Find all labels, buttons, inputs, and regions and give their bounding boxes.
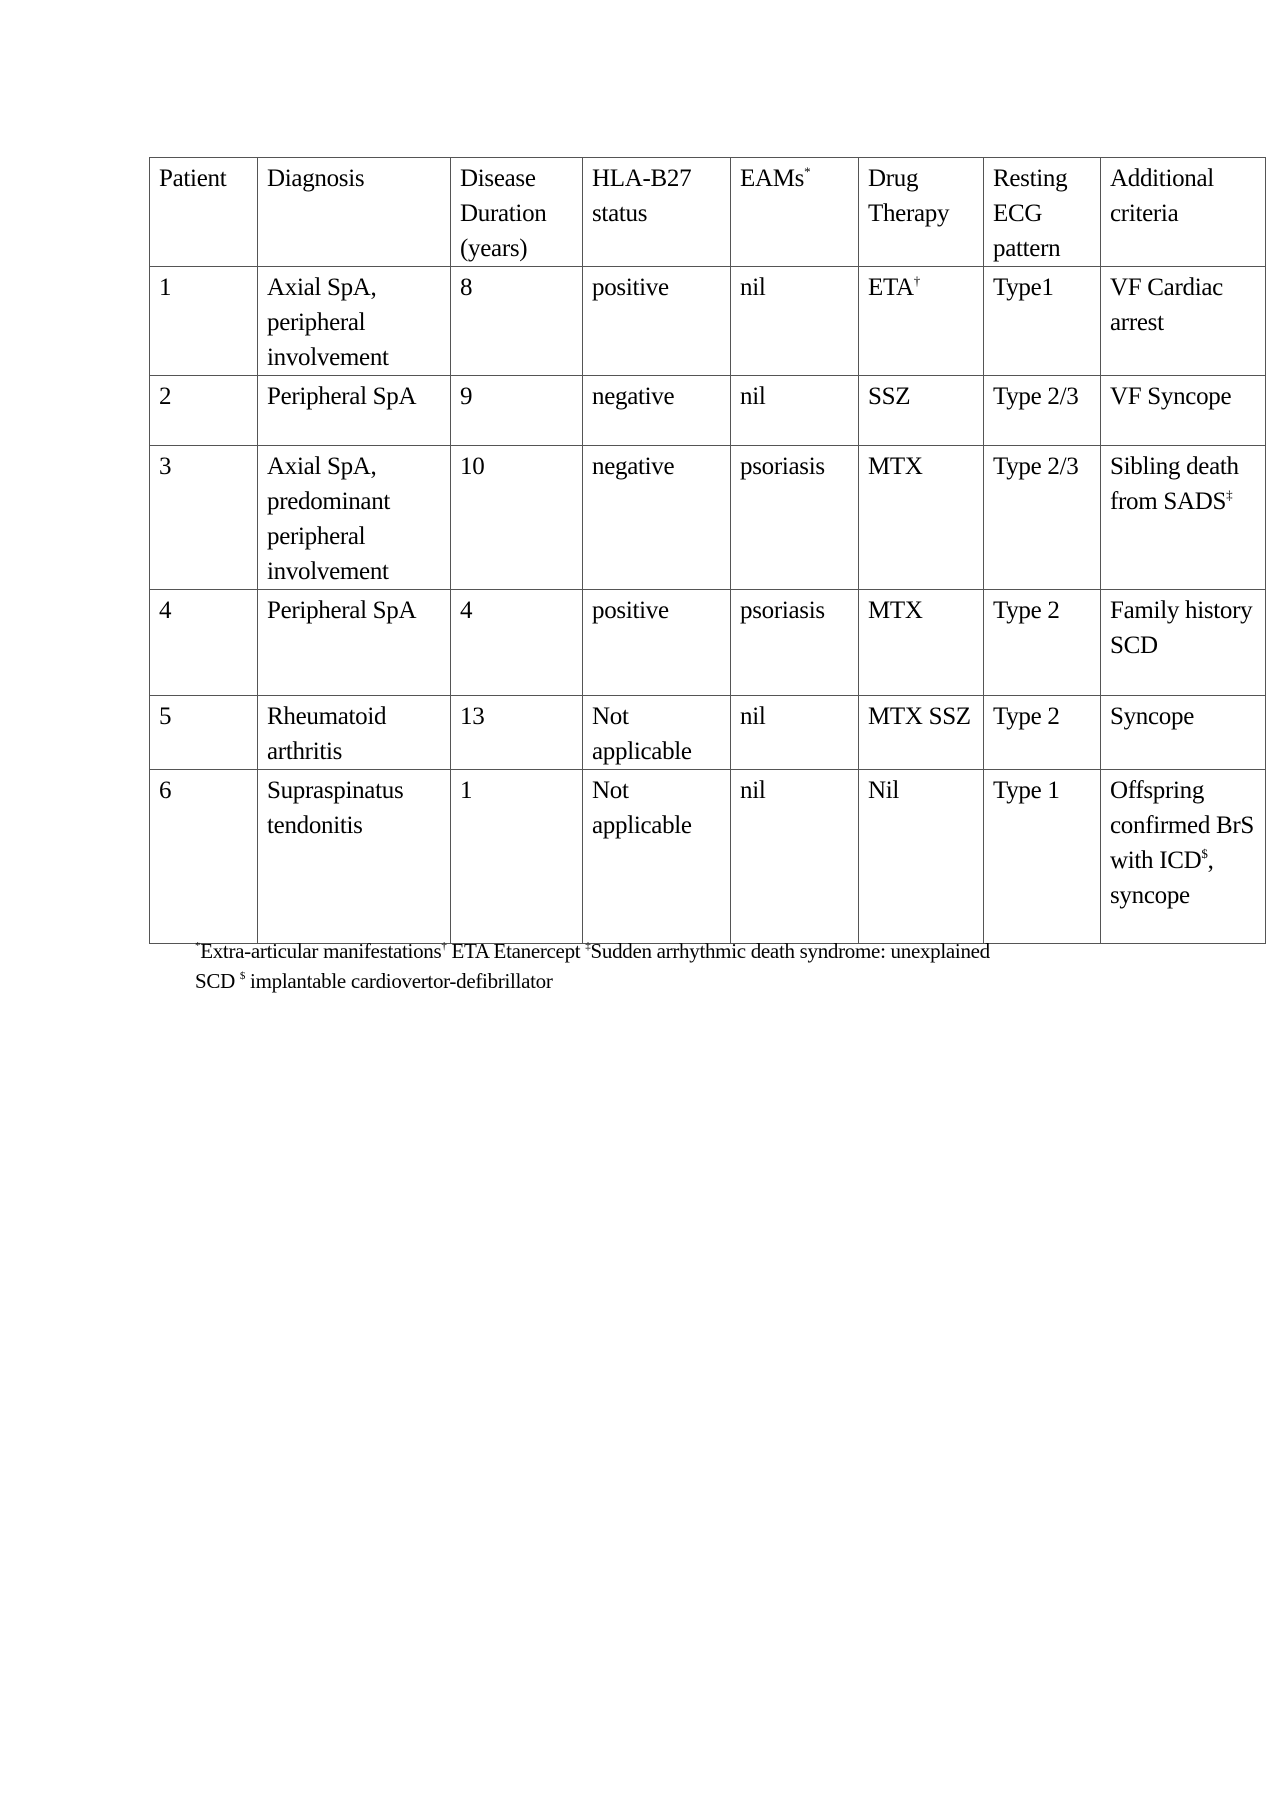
text: Patient <box>159 165 227 192</box>
text: ETA Etanercept <box>446 939 586 963</box>
text: 10 <box>460 453 485 480</box>
header-criteria <box>1101 158 1266 267</box>
text: $ <box>239 970 246 982</box>
cell-duration <box>451 696 583 770</box>
cell-hla <box>583 267 731 376</box>
text: MTX <box>868 453 923 480</box>
cell-drug <box>859 696 984 770</box>
text: † <box>441 940 447 952</box>
text: $ <box>1201 846 1208 861</box>
text: Axial SpA, predominant peripheral involvement <box>267 453 391 585</box>
cell-hla <box>583 770 731 944</box>
cell-eams <box>731 446 859 590</box>
header-ecg <box>984 158 1101 267</box>
cell-duration <box>451 590 583 696</box>
text: positive <box>592 274 669 301</box>
header-hla <box>583 158 731 267</box>
cell-ecg <box>984 696 1101 770</box>
text: Sibling death from SADS <box>1110 453 1239 515</box>
text: 1 <box>460 777 473 804</box>
cell-hla <box>583 446 731 590</box>
cell-patient <box>150 446 258 590</box>
cell-diagnosis <box>258 696 451 770</box>
text: Drug Therapy <box>868 165 950 227</box>
table-row <box>150 696 1266 770</box>
cell-diagnosis <box>258 770 451 944</box>
cell-drug <box>859 267 984 376</box>
text: 4 <box>460 597 473 624</box>
text: negative <box>592 453 675 480</box>
header-drug <box>859 158 984 267</box>
text: MTX <box>868 597 923 624</box>
text: Resting ECG pattern <box>993 165 1068 262</box>
text: * <box>195 940 201 952</box>
text: 3 <box>159 453 172 480</box>
text: ‡ <box>585 940 591 952</box>
text: psoriasis <box>740 597 825 624</box>
text: VF Syncope <box>1110 383 1232 410</box>
text: Type 1 <box>993 777 1060 804</box>
cell-patient <box>150 770 258 944</box>
text: Nil <box>868 777 900 804</box>
text: nil <box>740 703 766 730</box>
text: , syncope <box>1110 847 1214 909</box>
text: Type1 <box>993 274 1054 301</box>
text: Type 2 <box>993 597 1060 624</box>
text: 5 <box>159 703 172 730</box>
text: Additional criteria <box>1110 165 1214 227</box>
patient-table <box>149 157 1266 944</box>
text: Peripheral SpA <box>267 597 417 624</box>
cell-diagnosis <box>258 376 451 446</box>
text: psoriasis <box>740 453 825 480</box>
text: Rheumatoid arthritis <box>267 703 387 765</box>
text: MTX SSZ <box>868 703 971 730</box>
text: † <box>913 273 920 288</box>
cell-patient <box>150 590 258 696</box>
cell-drug <box>859 590 984 696</box>
header-duration <box>451 158 583 267</box>
text: ‡ <box>1226 487 1233 502</box>
text: Disease Duration (years) <box>460 165 547 262</box>
text: Axial SpA, peripheral involvement <box>267 274 389 371</box>
cell-criteria <box>1101 590 1266 696</box>
cell-patient <box>150 267 258 376</box>
text: VF Cardiac arrest <box>1110 274 1223 336</box>
cell-hla <box>583 376 731 446</box>
text: Diagnosis <box>267 165 365 192</box>
text: Supraspinatus tendonitis <box>267 777 404 839</box>
cell-duration <box>451 446 583 590</box>
cell-ecg <box>984 590 1101 696</box>
text: 9 <box>460 383 473 410</box>
text: Peripheral SpA <box>267 383 417 410</box>
text: Not applicable <box>592 777 692 839</box>
table-row <box>150 590 1266 696</box>
text: Family history SCD <box>1110 597 1253 659</box>
text: HLA-B27 status <box>592 165 692 227</box>
cell-diagnosis <box>258 446 451 590</box>
cell-criteria <box>1101 446 1266 590</box>
table-row <box>150 376 1266 446</box>
text: nil <box>740 383 766 410</box>
cell-patient <box>150 376 258 446</box>
cell-eams <box>731 590 859 696</box>
cell-ecg <box>984 770 1101 944</box>
cell-eams <box>731 267 859 376</box>
cell-duration <box>451 376 583 446</box>
text: EAMs <box>740 165 805 192</box>
text: 2 <box>159 383 172 410</box>
table-row <box>150 446 1266 590</box>
cell-ecg <box>984 267 1101 376</box>
header-eams <box>731 158 859 267</box>
header-diagnosis <box>258 158 451 267</box>
cell-ecg <box>984 446 1101 590</box>
text: ETA <box>868 274 914 301</box>
cell-criteria <box>1101 267 1266 376</box>
text: Extra-articular manifestations <box>200 939 442 963</box>
text: Type 2/3 <box>993 383 1079 410</box>
header-patient <box>150 158 258 267</box>
cell-drug <box>859 770 984 944</box>
cell-diagnosis <box>258 267 451 376</box>
cell-drug <box>859 446 984 590</box>
text: negative <box>592 383 675 410</box>
cell-criteria <box>1101 696 1266 770</box>
text: Type 2 <box>993 703 1060 730</box>
cell-patient <box>150 696 258 770</box>
header-row <box>150 158 1266 267</box>
table-row <box>150 267 1266 376</box>
cell-duration <box>451 770 583 944</box>
text: 13 <box>460 703 485 730</box>
text: * <box>804 164 811 179</box>
text: nil <box>740 777 766 804</box>
cell-criteria <box>1101 376 1266 446</box>
cell-eams <box>731 376 859 446</box>
cell-drug <box>859 376 984 446</box>
text: Offspring confirmed BrS with ICD <box>1110 777 1254 874</box>
cell-criteria <box>1101 770 1266 944</box>
text: 8 <box>460 274 473 301</box>
text: positive <box>592 597 669 624</box>
cell-ecg <box>984 376 1101 446</box>
text: Sudden arrhythmic death syndrome: unexplained SCD <box>195 939 990 993</box>
text: implantable cardiovertor-defibrillator <box>245 969 553 993</box>
text: 1 <box>159 274 172 301</box>
text: nil <box>740 274 766 301</box>
text: SSZ <box>868 383 911 410</box>
cell-eams <box>731 770 859 944</box>
text: 4 <box>159 597 172 624</box>
cell-eams <box>731 696 859 770</box>
text: Syncope <box>1110 703 1194 730</box>
table-row <box>150 770 1266 944</box>
text: Not applicable <box>592 703 692 765</box>
cell-diagnosis <box>258 590 451 696</box>
text: 6 <box>159 777 172 804</box>
footnote <box>195 936 1015 996</box>
cell-hla <box>583 590 731 696</box>
cell-duration <box>451 267 583 376</box>
text: Type 2/3 <box>993 453 1079 480</box>
cell-hla <box>583 696 731 770</box>
